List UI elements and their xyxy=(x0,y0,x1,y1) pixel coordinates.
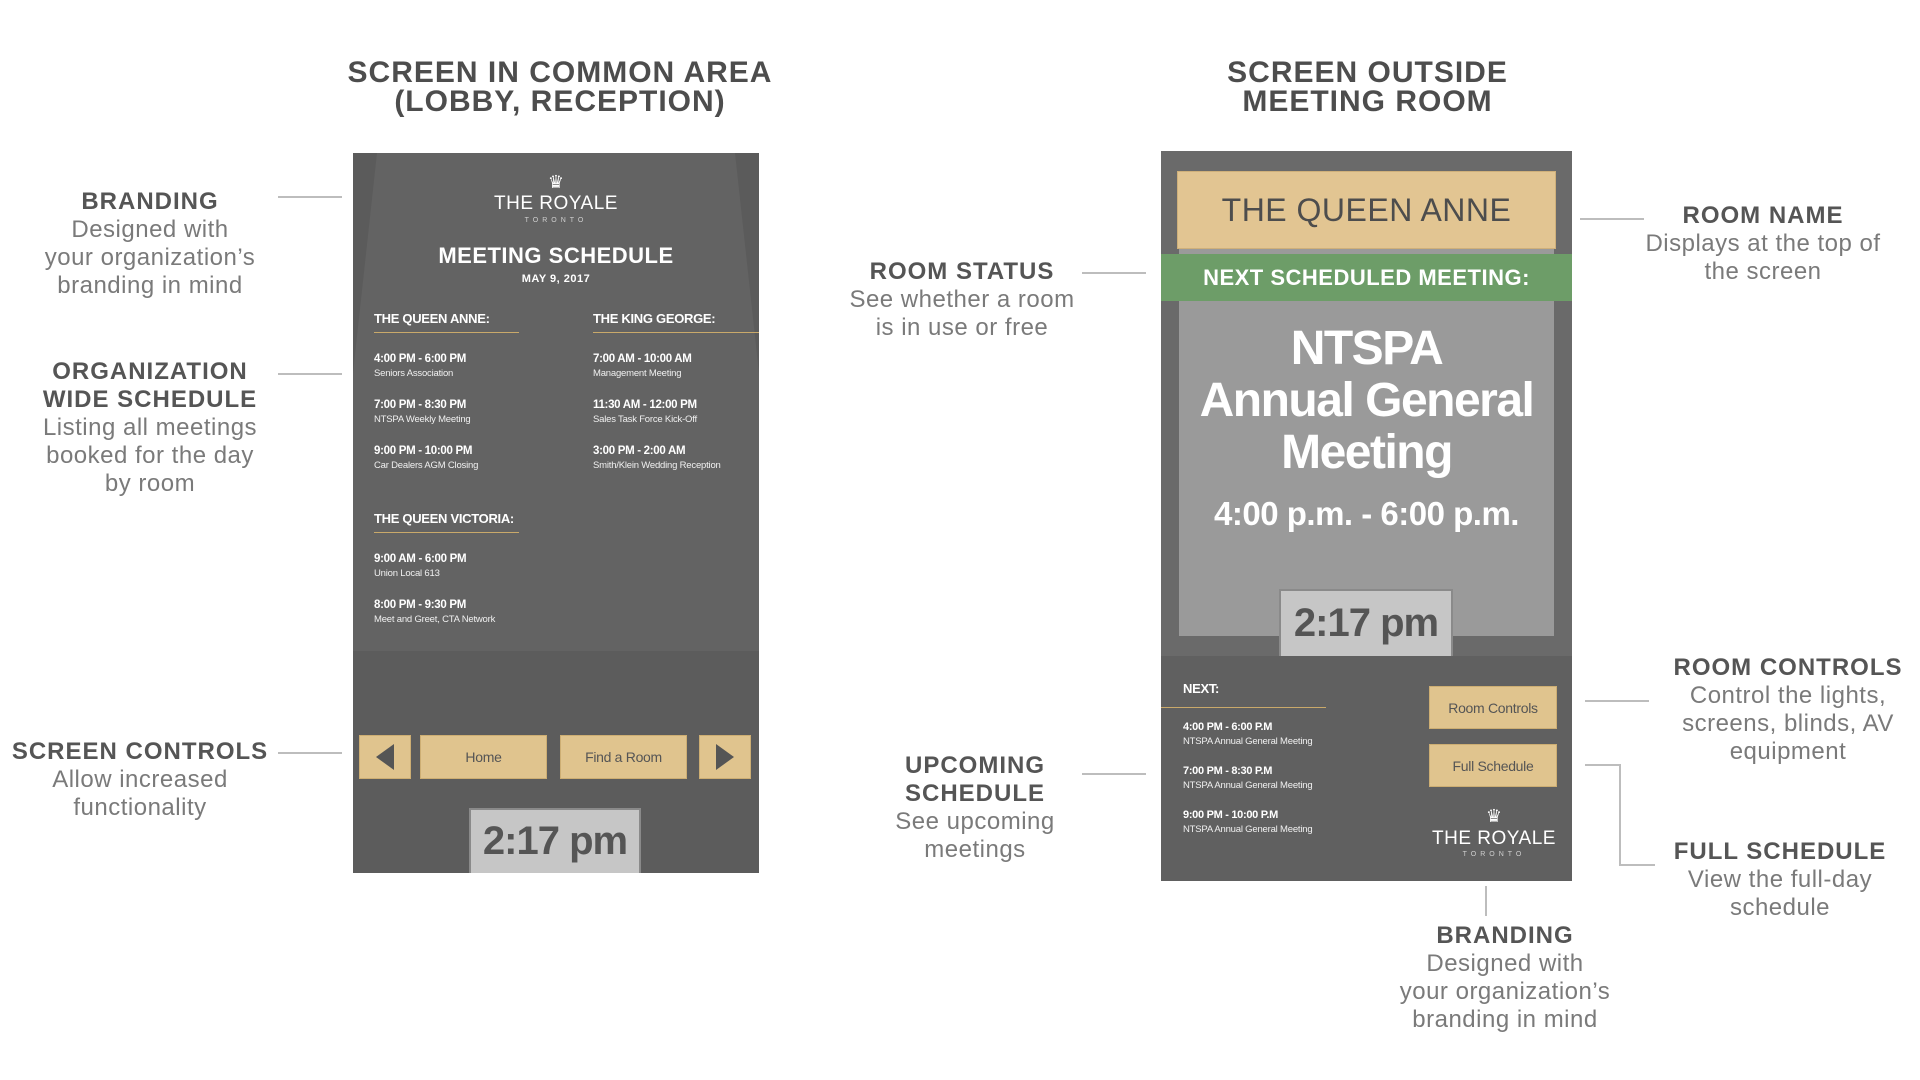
meeting-time: 7:00 PM - 8:30 P.M xyxy=(1183,765,1273,777)
meeting-time: 7:00 AM - 10:00 AM xyxy=(593,353,692,365)
annotation-head: BRANDING xyxy=(81,188,219,215)
list-item xyxy=(1183,721,1383,747)
annotation-branding-left xyxy=(10,188,290,300)
meeting-name: Seniors Association xyxy=(374,368,454,379)
annotation-full-schedule xyxy=(1640,838,1920,922)
leader-line xyxy=(1619,764,1621,866)
annotation-head: FULL SCHEDULE xyxy=(1673,838,1887,865)
leader-line xyxy=(278,373,342,375)
list-item xyxy=(374,553,519,579)
leader-line xyxy=(278,196,342,198)
room-name-banner: THE QUEEN ANNE xyxy=(1177,171,1556,249)
crown-icon: ♛ xyxy=(547,172,565,192)
list-item xyxy=(374,399,519,425)
annotation-body: Listing all meetings booked for the day by room xyxy=(42,414,258,497)
meeting-time: 8:00 PM - 9:30 PM xyxy=(374,599,467,611)
divider xyxy=(1161,707,1326,708)
arrow-left-icon xyxy=(376,744,394,770)
annotation-head: ROOM STATUS xyxy=(869,258,1055,285)
list-item xyxy=(593,399,759,425)
common-area-screen xyxy=(353,153,759,873)
meeting-name: NTSPA Weekly Meeting xyxy=(374,414,471,425)
clock: 2:17 pm xyxy=(1279,589,1453,656)
meeting-time: 7:00 PM - 8:30 PM xyxy=(374,399,467,411)
meeting-name: Meet and Greet, CTA Network xyxy=(374,614,496,625)
list-item xyxy=(593,445,759,471)
leader-line xyxy=(1580,218,1644,220)
leader-line xyxy=(1082,272,1146,274)
meeting-name: Smith/Klein Wedding Reception xyxy=(593,460,721,471)
list-item xyxy=(1183,765,1383,791)
home-button[interactable]: Home xyxy=(420,735,547,779)
annotation-body: See upcoming meetings xyxy=(895,808,1055,863)
room-heading: THE QUEEN VICTORIA: xyxy=(374,511,519,533)
room-column-king-george xyxy=(593,311,759,471)
meeting-name: Union Local 613 xyxy=(374,568,440,579)
schedule-title: MEETING SCHEDULE xyxy=(438,243,674,268)
clock: 2:17 pm xyxy=(469,808,641,873)
schedule-date: MAY 9, 2017 xyxy=(521,273,591,285)
meeting-time: 9:00 AM - 6:00 PM xyxy=(374,553,467,565)
list-item xyxy=(374,445,519,471)
brand-sub: TORONTO xyxy=(1462,851,1526,858)
leader-line xyxy=(1485,886,1487,916)
meeting-name: Management Meeting xyxy=(593,368,682,379)
annotation-branding-right xyxy=(1360,922,1650,1034)
brand-name: THE ROYALE xyxy=(1432,828,1556,849)
upcoming-list xyxy=(1183,721,1383,853)
arrow-right-icon xyxy=(716,744,734,770)
meeting-time: 11:30 AM - 12:00 PM xyxy=(593,399,697,411)
annotation-body: Allow increased functionality xyxy=(52,766,228,821)
list-item xyxy=(374,353,519,379)
annotation-org-schedule xyxy=(10,358,290,498)
annotation-body: Designed with your organization’s branding in mind xyxy=(44,216,256,299)
find-room-button[interactable]: Find a Room xyxy=(560,735,687,779)
meeting-time: 9:00 PM - 10:00 PM xyxy=(374,445,473,457)
annotation-head: SCREEN CONTROLS xyxy=(11,738,269,765)
meeting-time: 3:00 PM - 2:00 AM xyxy=(593,445,686,457)
list-item xyxy=(593,353,759,379)
brand-name: THE ROYALE xyxy=(494,193,618,214)
annotation-upcoming xyxy=(860,752,1090,864)
annotation-head: BRANDING xyxy=(1436,922,1574,949)
room-heading: THE QUEEN ANNE: xyxy=(374,311,519,333)
annotation-body: Displays at the top of the screen xyxy=(1645,230,1881,285)
crown-icon: ♛ xyxy=(1485,806,1503,826)
meeting-name: Sales Task Force Kick-Off xyxy=(593,414,697,425)
annotation-body: Control the lights, screens, blinds, AV equipment xyxy=(1682,682,1894,765)
back-button[interactable] xyxy=(359,735,411,779)
meeting-name: Car Dealers AGM Closing xyxy=(374,460,479,471)
annotation-head: UPCOMING SCHEDULE xyxy=(904,752,1045,807)
annotation-room-status xyxy=(832,258,1092,342)
room-heading: THE KING GEORGE: xyxy=(593,311,759,333)
room-column-queen-victoria xyxy=(374,511,519,625)
annotation-body: View the full-day schedule xyxy=(1687,866,1873,921)
next-label: NEXT: xyxy=(1183,681,1220,696)
annotation-body: See whether a room is in use or free xyxy=(849,286,1075,341)
list-item xyxy=(1183,809,1383,835)
meeting-name: NTSPA Annual General Meeting xyxy=(1183,824,1313,835)
annotation-room-name xyxy=(1618,202,1908,286)
room-status-bar: NEXT SCHEDULED MEETING: xyxy=(1161,254,1572,301)
meeting-title: NTSPA Annual General Meeting xyxy=(1199,322,1534,479)
common-area-title: SCREEN IN COMMON AREA (LOBBY, RECEPTION) xyxy=(347,56,773,118)
leader-line xyxy=(1619,864,1655,866)
list-item xyxy=(374,599,519,625)
meeting-room-title: SCREEN OUTSIDE MEETING ROOM xyxy=(1227,56,1508,118)
meeting-time: 4:00 PM - 6:00 PM xyxy=(374,353,467,365)
leader-line xyxy=(278,752,342,754)
annotation-screen-controls xyxy=(5,738,275,822)
brand-sub: TORONTO xyxy=(524,217,588,224)
meeting-name: NTSPA Annual General Meeting xyxy=(1183,736,1313,747)
annotation-head: ROOM NAME xyxy=(1682,202,1844,229)
annotation-body: Designed with your organization’s branding in mind xyxy=(1399,950,1611,1033)
leader-line xyxy=(1585,700,1649,702)
room-controls-button[interactable]: Room Controls xyxy=(1429,686,1557,729)
forward-button[interactable] xyxy=(699,735,751,779)
annotation-head: ORGANIZATION WIDE SCHEDULE xyxy=(42,358,258,413)
leader-line xyxy=(1585,764,1621,766)
leader-line xyxy=(1082,773,1146,775)
meeting-time: 9:00 PM - 10:00 P.M xyxy=(1183,809,1278,821)
annotation-head: ROOM CONTROLS xyxy=(1673,654,1903,681)
meeting-time-range: 4:00 p.m. - 6:00 p.m. xyxy=(1214,495,1519,532)
full-schedule-button[interactable]: Full Schedule xyxy=(1429,744,1557,787)
meeting-room-screen xyxy=(1161,151,1572,881)
meeting-name: NTSPA Annual General Meeting xyxy=(1183,780,1313,791)
room-column-queen-anne xyxy=(374,311,519,471)
annotation-room-controls xyxy=(1658,654,1918,766)
meeting-time: 4:00 PM - 6:00 P.M xyxy=(1183,721,1273,733)
